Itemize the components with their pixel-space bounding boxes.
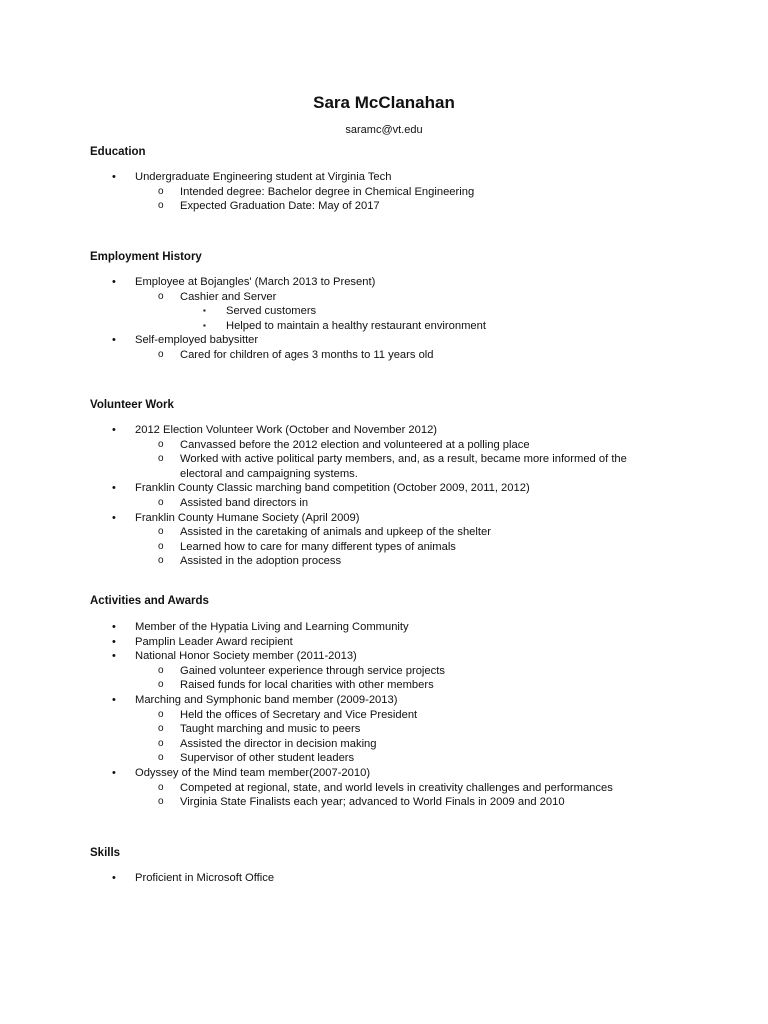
sub-item-text: Virginia State Finalists each year; advanced to World Finals in 2009 and 2010 bbox=[180, 796, 565, 809]
list-item bbox=[0, 511, 768, 526]
contact-email: saramc@vt.edu bbox=[345, 124, 423, 136]
list-item-text: Undergraduate Engineering student at Virginia Tech bbox=[135, 171, 392, 183]
section-heading-employment: Employment History bbox=[90, 251, 202, 263]
circle-marker: o bbox=[158, 555, 164, 567]
list-item bbox=[0, 170, 768, 185]
sub-list-item bbox=[0, 737, 768, 752]
list-item-text: Pamplin Leader Award recipient bbox=[135, 635, 293, 648]
list-item bbox=[0, 693, 768, 708]
sub-list-item bbox=[0, 781, 768, 796]
sub-item-text: Expected Graduation Date: May of 2017 bbox=[180, 200, 380, 213]
section-heading-activities: Activities and Awards bbox=[90, 595, 209, 607]
list-item bbox=[0, 275, 768, 290]
square-marker: ▪ bbox=[203, 306, 206, 316]
list-item bbox=[0, 649, 768, 664]
circle-marker: o bbox=[158, 526, 164, 538]
square-marker: ▪ bbox=[203, 320, 206, 330]
sub-item-text: Worked with active political party members, and, as a result, became more informed of the bbox=[180, 453, 627, 466]
bullet-marker: • bbox=[112, 693, 116, 706]
circle-marker: o bbox=[158, 664, 164, 676]
circle-marker: o bbox=[158, 796, 164, 808]
sub-list-item bbox=[0, 554, 768, 569]
list-item bbox=[0, 620, 768, 635]
sub-list-item bbox=[0, 708, 768, 723]
sub-item-text: Gained volunteer experience through service projects bbox=[180, 664, 445, 677]
sub-item-text: Cashier and Server bbox=[180, 290, 277, 303]
circle-marker: o bbox=[158, 723, 164, 735]
activities-list bbox=[0, 620, 768, 810]
employment-list bbox=[0, 275, 768, 363]
sub-list-item bbox=[0, 795, 768, 810]
bullet-marker: • bbox=[112, 766, 116, 779]
sub-item-text: Raised funds for local charities with other members bbox=[180, 679, 434, 692]
circle-marker: o bbox=[158, 200, 164, 212]
circle-marker: o bbox=[158, 737, 164, 749]
skills-list bbox=[0, 871, 768, 886]
section-heading-volunteer: Volunteer Work bbox=[90, 399, 174, 411]
sub-item-text: Assisted the director in decision making bbox=[180, 737, 377, 750]
list-item-text: Member of the Hypatia Living and Learning Community bbox=[135, 621, 409, 633]
circle-marker: o bbox=[158, 708, 164, 720]
list-item bbox=[0, 423, 768, 438]
section-heading-skills: Skills bbox=[90, 847, 121, 859]
sub-item-text: Assisted in the adoption process bbox=[180, 555, 342, 568]
sub-list-item bbox=[0, 678, 768, 693]
bullet-marker: • bbox=[112, 424, 116, 436]
list-item-text: Franklin County Humane Society (April 2009) bbox=[135, 511, 360, 524]
circle-marker: o bbox=[158, 752, 164, 764]
list-item-text: Marching and Symphonic band member (2009-2013) bbox=[135, 693, 398, 706]
list-item-text: Employee at Bojangles' (March 2013 to Present) bbox=[135, 276, 376, 288]
sub-list-item bbox=[0, 751, 768, 766]
sub-list-item bbox=[0, 185, 768, 200]
sub-item-text: Assisted band directors in bbox=[180, 496, 309, 509]
list-item-text: Proficient in Microsoft Office bbox=[135, 872, 275, 884]
section-heading-education: Education bbox=[90, 146, 146, 158]
sub-list-item bbox=[0, 199, 768, 214]
sub-item-text: Supervisor of other student leaders bbox=[180, 752, 355, 765]
sub-list-item-continuation bbox=[0, 467, 768, 482]
circle-marker: o bbox=[158, 453, 164, 465]
sub-item-text: Held the offices of Secretary and Vice President bbox=[180, 708, 418, 721]
bullet-marker: • bbox=[112, 511, 116, 524]
sub-sub-list-item bbox=[0, 319, 768, 334]
sub-list-item bbox=[0, 525, 768, 540]
circle-marker: o bbox=[158, 496, 164, 508]
sub-list-item bbox=[0, 664, 768, 679]
sub-item-text: Intended degree: Bachelor degree in Chemical Engineering bbox=[180, 185, 475, 198]
list-item bbox=[0, 635, 768, 650]
sub-sub-item-text: Helped to maintain a healthy restaurant environment bbox=[226, 319, 486, 332]
bullet-marker: • bbox=[112, 650, 116, 663]
circle-marker: o bbox=[158, 185, 164, 197]
sub-list-item bbox=[0, 438, 768, 453]
sub-list-item bbox=[0, 452, 768, 467]
circle-marker: o bbox=[158, 438, 164, 450]
bullet-marker: • bbox=[112, 482, 116, 495]
sub-item-text: Learned how to care for many different types of animals bbox=[180, 540, 456, 553]
list-item bbox=[0, 766, 768, 781]
circle-marker: o bbox=[158, 290, 164, 302]
sub-list-item bbox=[0, 348, 768, 363]
list-item-text: National Honor Society member (2011-2013) bbox=[135, 650, 357, 663]
list-item-text: Self-employed babysitter bbox=[135, 334, 259, 347]
sub-sub-item-text: Served customers bbox=[226, 305, 317, 318]
sub-item-continuation-text: electoral and campaigning systems. bbox=[180, 467, 358, 480]
bullet-marker: • bbox=[112, 171, 116, 183]
circle-marker: o bbox=[158, 679, 164, 691]
sub-list-item bbox=[0, 540, 768, 555]
bullet-marker: • bbox=[112, 621, 116, 633]
volunteer-list bbox=[0, 423, 768, 569]
circle-marker: o bbox=[158, 348, 164, 360]
list-item bbox=[0, 871, 768, 886]
sub-list-item bbox=[0, 722, 768, 737]
circle-marker: o bbox=[158, 781, 164, 793]
list-item-text: Odyssey of the Mind team member(2007-2010) bbox=[135, 766, 371, 779]
list-item bbox=[0, 481, 768, 496]
education-list bbox=[0, 170, 768, 214]
sub-item-text: Competed at regional, state, and world levels in creativity challenges and performances bbox=[180, 781, 613, 794]
sub-item-text: Cared for children of ages 3 months to 11 years old bbox=[180, 348, 434, 361]
sub-list-item bbox=[0, 496, 768, 511]
sub-item-text: Taught marching and music to peers bbox=[180, 723, 361, 736]
bullet-marker: • bbox=[112, 276, 116, 288]
sub-item-text: Assisted in the caretaking of animals and upkeep of the shelter bbox=[180, 526, 491, 539]
list-item bbox=[0, 333, 768, 348]
list-item-text: 2012 Election Volunteer Work (October and November 2012) bbox=[135, 424, 438, 436]
bullet-marker: • bbox=[112, 872, 116, 884]
sub-sub-list-item bbox=[0, 304, 768, 319]
circle-marker: o bbox=[158, 540, 164, 552]
list-item-text: Franklin County Classic marching band competition (October 2009, 2011, 2012) bbox=[135, 482, 530, 495]
bullet-marker: • bbox=[112, 635, 116, 648]
resume-name: Sara McClanahan bbox=[313, 93, 455, 112]
sub-list-item bbox=[0, 290, 768, 305]
bullet-marker: • bbox=[112, 334, 116, 347]
sub-item-text: Canvassed before the 2012 election and volunteered at a polling place bbox=[180, 438, 530, 451]
